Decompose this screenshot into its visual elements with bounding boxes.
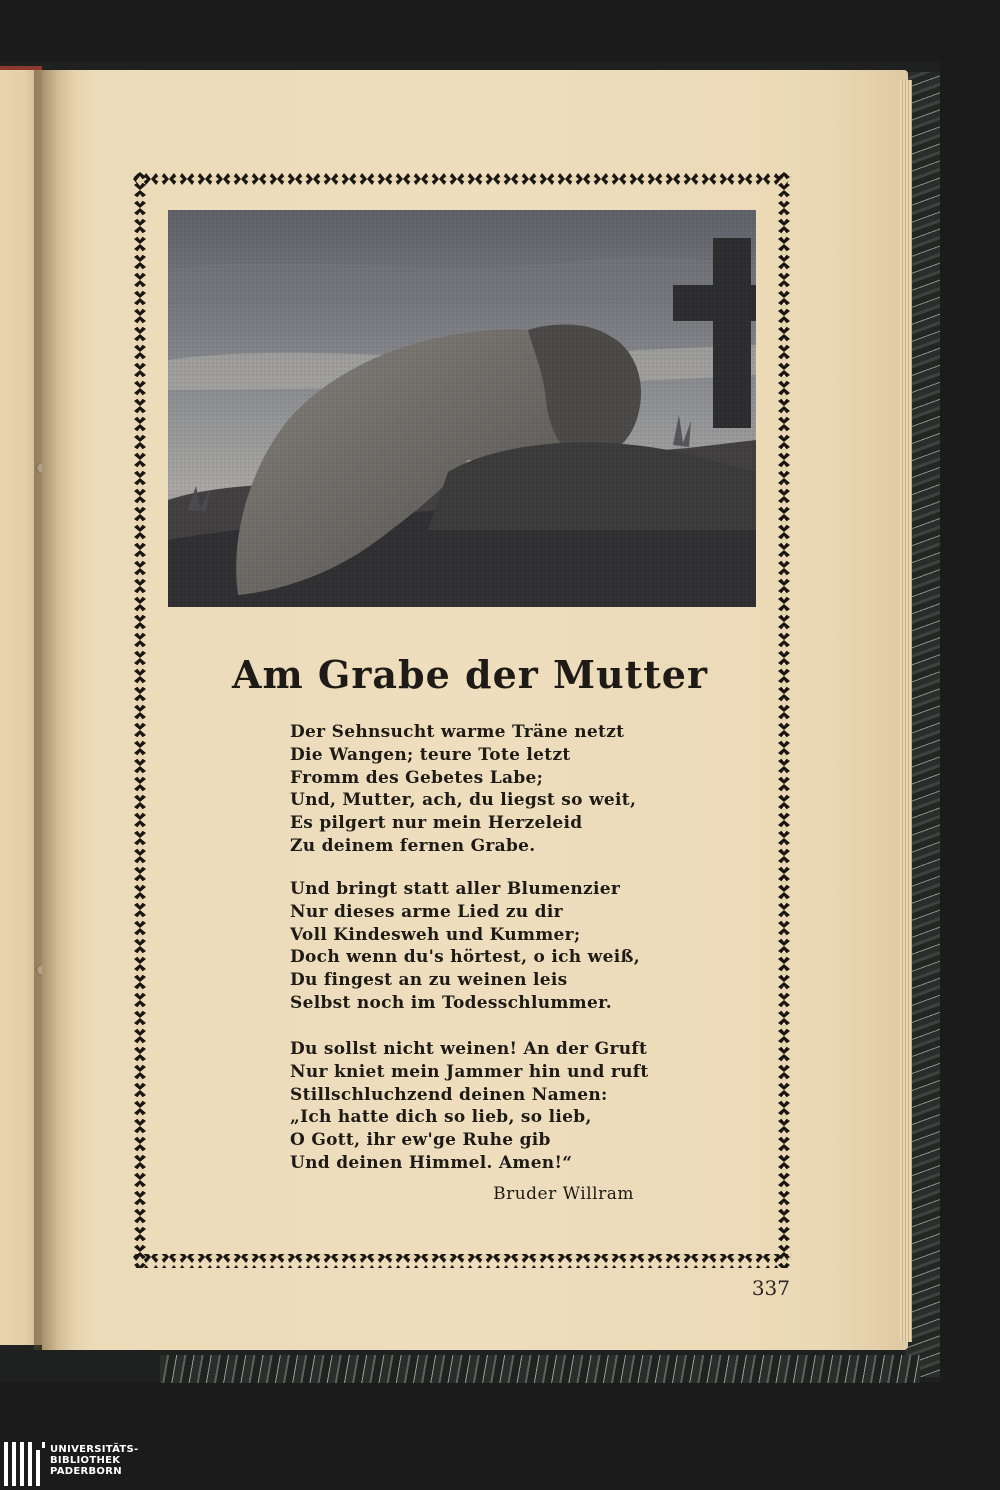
verse-line: Und, Mutter, ach, du liegst so weit, [290, 790, 637, 811]
verse-line: O Gott, ihr ew'ge Ruhe gib [290, 1130, 551, 1151]
cover-marbled-bottom [160, 1355, 920, 1383]
verse-line: Du sollst nicht weinen! An der Gruft [290, 1039, 648, 1059]
verse-line: Und bringt statt aller Blumenzier [290, 879, 621, 899]
verse-line: Doch wenn du's hörtest, o ich weiß, [290, 947, 640, 968]
verse-line: Es pilgert nur mein Herzeleid [290, 813, 583, 834]
verse-line: Voll Kindesweh und Kummer; [290, 924, 581, 945]
library-logo-text [50, 1444, 139, 1477]
verse-line: Selbst noch im Todesschlummer. [290, 992, 612, 1013]
grave-illustration [168, 210, 756, 607]
poem-author: Bruder Willram [493, 1184, 634, 1204]
verse-line: Du fingest an zu weinen leis [290, 970, 568, 991]
verse-line: Der Sehnsucht warme Träne netzt [290, 722, 625, 742]
verse-line: Stillschluchzend deinen Namen: [290, 1084, 608, 1105]
library-logo [0, 1440, 150, 1490]
verse-line: Nur kniet mein Jammer hin und ruft [290, 1061, 649, 1082]
logo-line: BIBLIOTHEK [50, 1455, 121, 1466]
library-logo-icon [4, 1442, 46, 1486]
stanza-3 [290, 1038, 710, 1175]
verse-line: Nur dieses arme Lied zu dir [290, 901, 563, 922]
gutter-shadow [34, 70, 74, 1350]
verse-line: Und deinen Himmel. Amen!“ [290, 1152, 573, 1173]
logo-line: PADERBORN [50, 1466, 122, 1477]
logo-line: UNIVERSITÄTS- [50, 1444, 139, 1455]
poem-title: Am Grabe der Mutter [232, 652, 708, 697]
verse-line: Die Wangen; teure Tote letzt [290, 744, 571, 765]
verse-line: Zu deinem fernen Grabe. [290, 835, 536, 856]
stanza-2 [290, 878, 710, 1015]
verse-line: „Ich hatte dich so lieb, so lieb, [290, 1107, 592, 1128]
page-edges [900, 80, 912, 1342]
page-number: 337 [751, 1276, 790, 1300]
verse-line: Fromm des Gebetes Labe; [290, 767, 544, 788]
stanza-1 [290, 721, 710, 858]
